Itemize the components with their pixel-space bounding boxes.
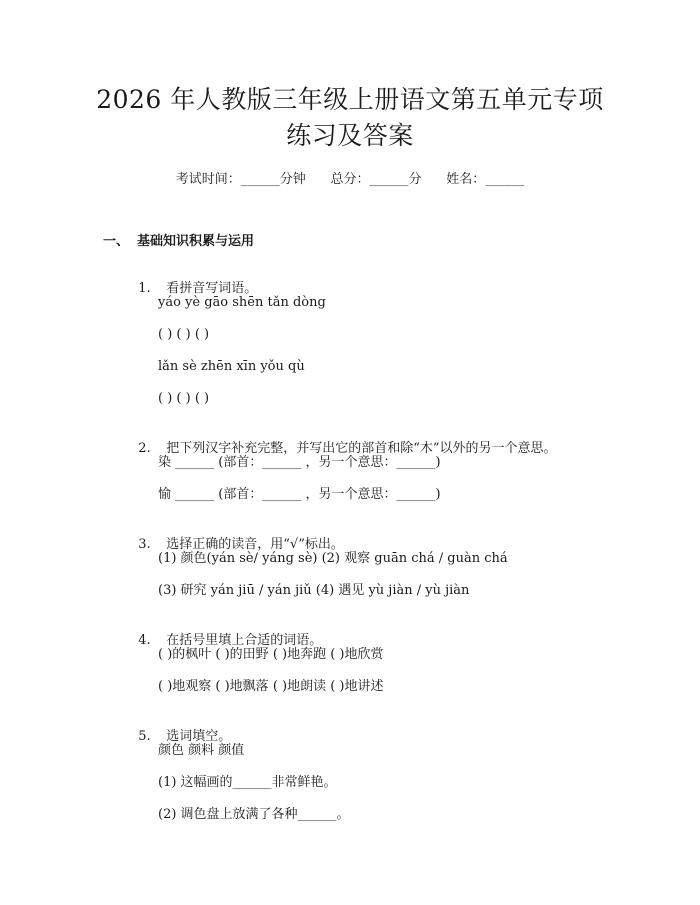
question-text: 在括号里填上合适的词语。 [166,633,323,648]
q1-pinyin-line-1: yáo yè gāo shēn tǎn dòng [158,295,326,310]
q4-blanks-1: ( )的枫叶 ( )的田野 ( )地奔跑 ( )地欣赏 [158,647,384,662]
q2-item-2: 愉 ______ (部首：______ ，另一个意思：______) [158,487,441,502]
question-text: 看拼音写词语。 [166,281,258,296]
question-1 [130,262,257,298]
q5-sentence-1: (1) 这幅画的______非常鲜艳。 [158,775,337,790]
q1-answer-blanks-1: ( ) ( ) ( ) [158,327,210,342]
question-5 [130,710,231,746]
q3-options-1: (1) 颜色(yán sè/ yáng sè) (2) 观察 guān chá / guàn chá [158,551,508,566]
question-number: 3. [138,537,151,552]
question-number: 2. [138,441,151,456]
q5-word-bank: 颜色 颜料 颜值 [158,743,245,758]
section-heading [103,230,254,249]
question-text: 把下列汉字补充完整，并写出它的部首和除“木”以外的另一个意思。 [166,441,557,456]
question-text: 选词填空。 [166,729,232,744]
question-4 [130,614,322,650]
document-title-line-1: 2026 年人教版三年级上册语文第五单元专项 [96,85,604,114]
q3-options-2: (3) 研究 yán jiū / yán jiǔ (4) 遇见 yù jiàn / yù jiàn [158,583,470,598]
question-2 [130,422,557,458]
q4-blanks-2: ( )地观察 ( )地飘落 ( )地朗读 ( )地讲述 [158,679,384,694]
q2-item-1: 染 ______ (部首：______ ，另一个意思：______) [158,455,441,470]
document-title-line-2: 练习及答案 [286,121,414,150]
exam-info: 考试时间：______分钟 总分：______分 姓名：______ [175,172,525,187]
question-number: 5. [138,729,151,744]
question-number: 1. [138,281,151,296]
question-3 [130,518,344,554]
section-title: 基础知识积累与运用 [137,234,255,249]
q5-sentence-2: (2) 调色盘上放满了各种______。 [158,807,350,822]
question-text: 选择正确的读音，用“√”标出。 [166,537,344,552]
q1-pinyin-line-2: lǎn sè zhēn xīn yǒu qù [158,359,305,374]
question-number: 4. [138,633,151,648]
section-number: 一、 [103,234,130,249]
q1-answer-blanks-2: ( ) ( ) ( ) [158,391,210,406]
